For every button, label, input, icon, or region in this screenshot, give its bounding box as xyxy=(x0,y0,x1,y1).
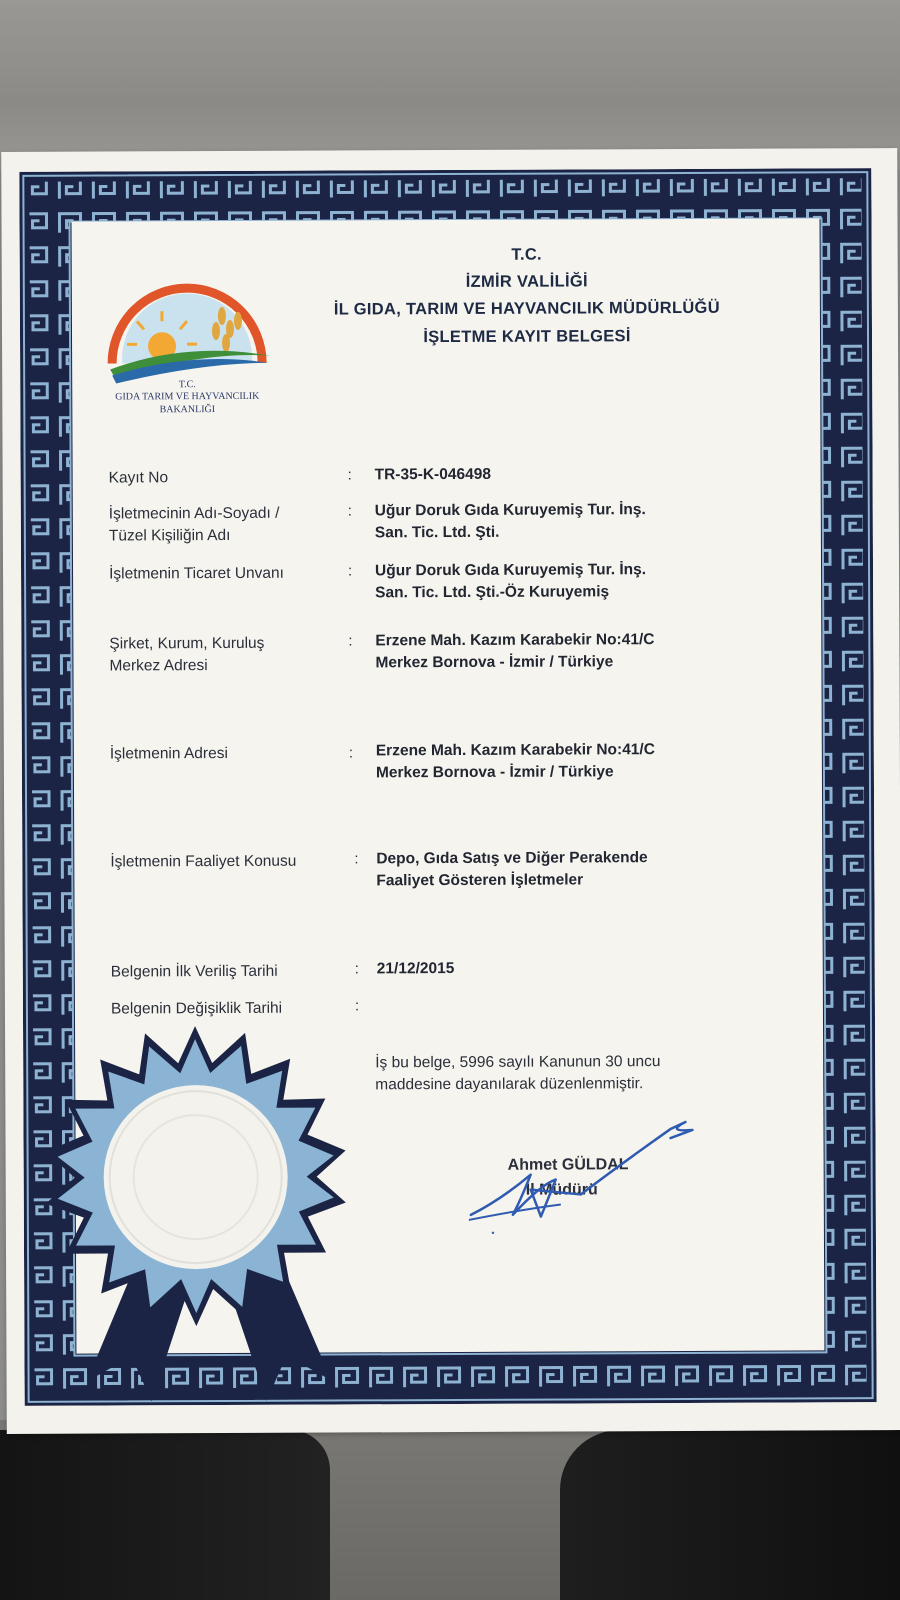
value-merkez-2: Merkez Bornova - İzmir / Türkiye xyxy=(375,653,614,672)
label-isletmeci-1: İşletmecinin Adı-Soyadı / xyxy=(108,504,280,523)
value-unvan-1: Uğur Doruk Gıda Kuruyemiş Tur. İnş. xyxy=(375,561,647,580)
header-mudurluk: İL GIDA, TARIM VE HAYVANCILIK MÜDÜRLÜĞÜ xyxy=(333,298,720,319)
colon: : xyxy=(348,562,353,580)
logo-text-bakanlik: BAKANLIĞI xyxy=(159,404,216,416)
document-title: İŞLETME KAYIT BELGESİ xyxy=(423,327,631,347)
label-faaliyet: İşletmenin Faaliyet Konusu xyxy=(110,852,297,871)
logo-text-ministry: GIDA TARIM VE HAYVANCILIK xyxy=(115,390,260,403)
value-adres-1: Erzene Mah. Kazım Karabekir No:41/C xyxy=(375,741,655,760)
legal-statement xyxy=(375,1051,660,1096)
statement-line-1: İş bu belge, 5996 sayılı Kanunun 30 uncu xyxy=(375,1053,661,1072)
colon: : xyxy=(348,744,354,762)
value-merkez-1: Erzene Mah. Kazım Karabekir No:41/C xyxy=(375,631,655,650)
label-ilk-verilis: Belgenin İlk Veriliş Tarihi xyxy=(110,962,278,981)
colon: : xyxy=(354,960,359,978)
signatory-name: Ahmet GÜLDAL xyxy=(507,1156,629,1174)
colon: : xyxy=(354,997,360,1015)
colon: : xyxy=(347,466,352,484)
colon: : xyxy=(348,632,353,650)
value-faaliyet-1: Depo, Gıda Satış ve Diğer Perakende xyxy=(376,849,648,868)
value-isletmeci-1: Uğur Doruk Gıda Kuruyemiş Tur. İnş. xyxy=(374,501,646,520)
background-dark-right xyxy=(560,1430,900,1600)
label-isletmeci-2: Tüzel Kişiliğin Adı xyxy=(108,526,231,545)
header-valilik: İZMİR VALİLİĞİ xyxy=(465,272,588,291)
header-tc: T.C. xyxy=(511,245,542,264)
statement-line-2: maddesine dayanılarak düzenlenmiştir. xyxy=(375,1075,644,1094)
rosette-seal xyxy=(45,1010,347,1401)
value-kayit-no: TR-35-K-046498 xyxy=(374,465,491,484)
label-unvan: İşletmenin Ticaret Unvanı xyxy=(109,564,284,583)
value-ilk-verilis: 21/12/2015 xyxy=(376,959,455,978)
handwritten-signature xyxy=(460,1104,701,1235)
label-adres: İşletmenin Adresi xyxy=(109,744,228,763)
label-degisiklik: Belgenin Değişiklik Tarihi xyxy=(110,999,283,1018)
value-adres-2: Merkez Bornova - İzmir / Türkiye xyxy=(375,763,614,782)
value-isletmeci-2: San. Tic. Ltd. Şti. xyxy=(374,523,500,542)
certificate-paper xyxy=(1,148,900,1434)
logo-text-tc: T.C. xyxy=(178,379,196,391)
label-merkez-2: Merkez Adresi xyxy=(109,657,208,675)
label-kayit-no: Kayıt No xyxy=(108,469,169,487)
colon: : xyxy=(354,850,359,868)
signatory-title: İl Müdürü xyxy=(525,1181,598,1199)
background-dark-left xyxy=(0,1430,330,1600)
background-wall xyxy=(0,0,900,170)
label-merkez-1: Şirket, Kurum, Kuruluş xyxy=(109,634,265,653)
value-faaliyet-2: Faaliyet Gösteren İşletmeler xyxy=(376,871,584,890)
colon: : xyxy=(347,502,352,520)
value-unvan-2: San. Tic. Ltd. Şti.-Öz Kuruyemiş xyxy=(375,583,610,602)
